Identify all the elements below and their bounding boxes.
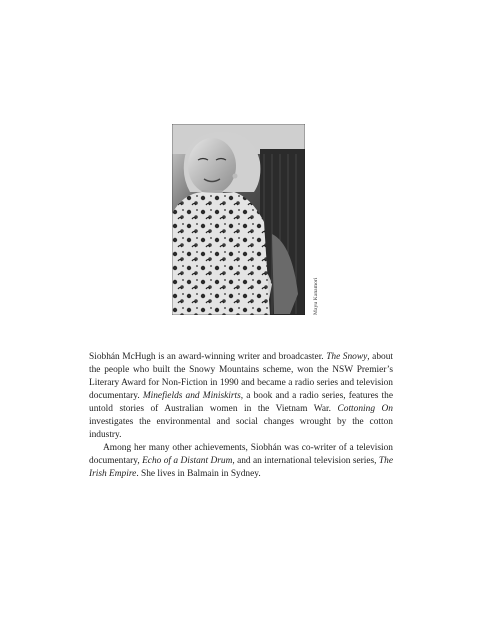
bio-text: , and an international television series, <box>232 456 379 466</box>
bio-text: , about the people who built the Snowy Mountains scheme, won the NSW Premier’s Literary Award for Non-Fiction in 1990 and became a radio series and television documentary. <box>89 352 393 401</box>
bio-text: investigates the environmental and social changes wrought by the cotton industry. <box>89 417 393 440</box>
bio-title: Cottoning On <box>337 404 393 414</box>
bio-title: Minefields and Miniskirts <box>142 391 241 401</box>
author-bio <box>89 351 393 481</box>
bio-text: Among her many other achievements, Siobhán was co-writer of a television documentary, <box>89 443 393 466</box>
author-photo-image <box>172 124 305 315</box>
bio-title: Echo of a Distant Drum <box>142 456 233 466</box>
bio-paragraph-2 <box>89 442 393 481</box>
bio-text: Siobhán McHugh is an award-winning writer and broadcaster. <box>89 352 327 362</box>
bio-paragraph-1 <box>89 351 393 442</box>
author-photo <box>172 124 305 315</box>
photo-credit-text: Mayu Kanamori <box>313 277 319 315</box>
bio-text: , a book and a radio series, features the untold stories of Australian women in the Vietnam War. <box>89 391 393 414</box>
bio-title: The Irish Empire <box>89 456 393 479</box>
bio-title: The Snowy <box>326 352 368 362</box>
photo-credit <box>310 124 322 315</box>
bio-text: . She lives in Balmain in Sydney. <box>136 469 261 479</box>
